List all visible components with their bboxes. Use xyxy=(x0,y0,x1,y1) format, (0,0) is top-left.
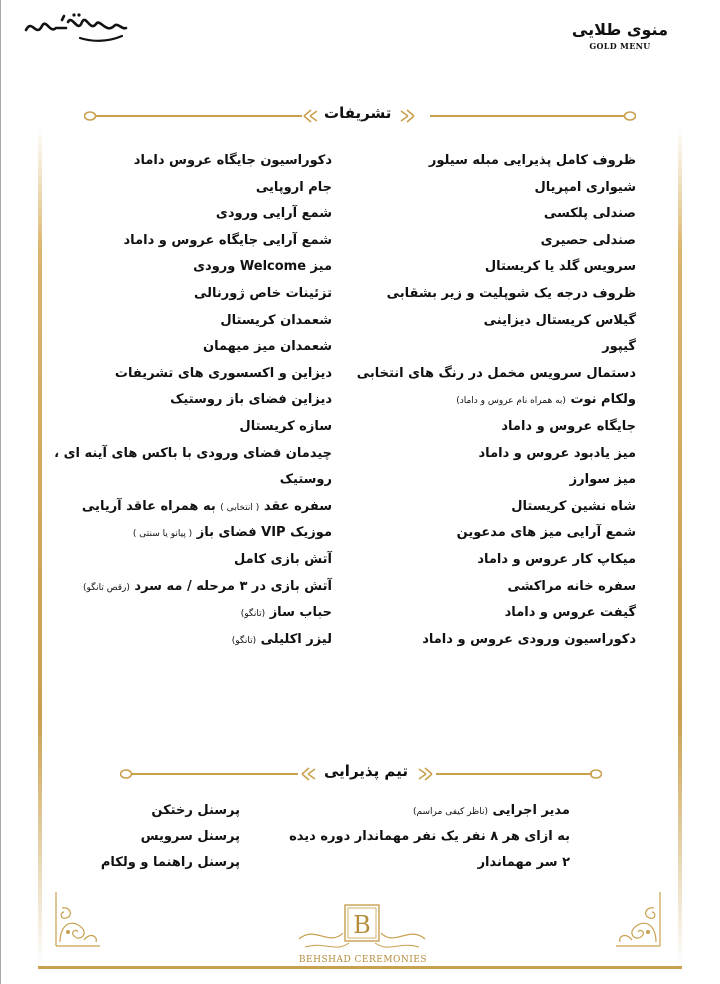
section-title-tashrifat: تشریفات xyxy=(324,104,392,122)
list-item: میز سوارز xyxy=(569,472,636,488)
list-item-music: موزیک VIP فضای باز ( پیانو یا سنتی ) xyxy=(132,525,332,541)
list-item: شمع آرایی ورودی xyxy=(215,206,332,222)
list-item: روستیک xyxy=(279,472,332,488)
list-item-sofre: سفره عقد ( انتخابی ) به همراه عاقد آریایی xyxy=(81,498,332,514)
title-persian: منوی طلایی xyxy=(571,20,668,39)
right-column xyxy=(336,148,636,653)
flourish-icon xyxy=(416,765,434,783)
flourish-icon xyxy=(302,107,320,125)
list-item: شاه نشین کریستال xyxy=(511,498,636,514)
list-item: گیپور xyxy=(602,339,636,355)
corner-ornament-icon xyxy=(52,888,104,950)
list-item: شعمدان کریستال xyxy=(220,312,332,328)
list-item-fireworks: آتش بازی در ۳ مرحله / مه سرد (رقص تانگو) xyxy=(82,578,332,594)
list-item: دکوراسیون ورودی عروس و داماد xyxy=(422,631,636,647)
team-item: پرسنل رختکن xyxy=(151,803,240,818)
list-item: شمع آرایی میز های مدعوین xyxy=(456,525,636,541)
frame-right xyxy=(678,128,682,968)
list-item: سفره خانه مراکشی xyxy=(507,578,636,594)
list-item-laser: لیزر اکلیلی (تانگو) xyxy=(231,631,332,647)
flourish-icon xyxy=(300,765,318,783)
brand-name: BEHSHAD CEREMONIES xyxy=(298,955,428,965)
list-item-bubble: حباب ساز (تانگو) xyxy=(240,605,332,621)
behshad-logo xyxy=(22,8,132,48)
title-english: GOLD MENU xyxy=(589,41,651,51)
list-item: میز یادبود عروس و داماد xyxy=(478,445,636,461)
section-divider-tashrifat xyxy=(84,104,636,128)
ornament-icon xyxy=(624,110,636,122)
corner-ornament-icon xyxy=(612,888,664,950)
list-item: شعمدان میز میهمان xyxy=(202,339,332,355)
team-item-manager: مدیر اجرایی (ناظر کیفی مراسم) xyxy=(413,803,570,818)
flourish-icon xyxy=(398,107,416,125)
list-item: جایگاه عروس و داماد xyxy=(501,418,636,434)
list-item: صندلی پلکسی xyxy=(543,206,636,222)
list-item: میز Welcome ورودی xyxy=(193,259,332,275)
team-right xyxy=(230,798,570,876)
left-column xyxy=(42,148,332,653)
page-edge xyxy=(0,0,1,984)
team-left xyxy=(80,798,240,876)
team-item: به ازای هر ۸ نفر یک نفر مهماندار دوره دیده xyxy=(289,829,570,844)
list-item: دستمال سرویس مخمل در رنگ های انتخابی xyxy=(356,365,636,381)
team-item: ۲ سر مهماندار xyxy=(477,855,570,870)
svg-text:B: B xyxy=(353,911,371,939)
list-item: سرویس گلد یا کریستال xyxy=(484,259,636,275)
list-item: سازه کریستال xyxy=(239,418,332,434)
menu-title xyxy=(572,20,668,51)
list-item-welcome-note: ولکام نوت (به همراه نام عروس و داماد) xyxy=(456,392,636,408)
list-item: گیلاس کریستال دیزاینی xyxy=(483,312,636,328)
ornament-icon xyxy=(590,768,602,780)
team-item: پرسنل سرویس xyxy=(140,829,240,844)
list-item: جام اروپایی xyxy=(255,179,332,195)
list-item: شیواری امپریال xyxy=(534,179,636,195)
list-item: تزئینات خاص ژورنالی xyxy=(193,285,332,301)
list-item: میکاپ کار عروس و داماد xyxy=(477,551,636,567)
section-title-team: تیم پذیرایی xyxy=(324,762,408,780)
list-item: دیزاین فضای باز روستیک xyxy=(170,392,332,408)
list-item: ظروف کامل پذیرایی مبله سیلور xyxy=(428,153,636,168)
list-item: دیزاین و اکسسوری های تشریفات xyxy=(114,365,332,381)
list-item: دکوراسیون جایگاه عروس داماد xyxy=(133,153,332,168)
section-divider-team xyxy=(120,762,602,786)
list-item: صندلی حصیری xyxy=(540,232,636,248)
list-item: گیفت عروس و داماد xyxy=(504,605,636,621)
list-item: شمع آرایی جایگاه عروس و داماد xyxy=(123,232,332,248)
ornament-icon xyxy=(84,110,96,122)
list-item: چیدمان فضای ورودی با باکس های آینه ای ، xyxy=(54,445,332,461)
list-item: ظروف درجه یک شوپلیت و زیر بشقابی xyxy=(386,285,636,301)
team-item: پرسنل راهنما و ولکام xyxy=(100,855,240,870)
list-item: آتش بازی کامل xyxy=(233,551,332,567)
ornament-icon xyxy=(120,768,132,780)
